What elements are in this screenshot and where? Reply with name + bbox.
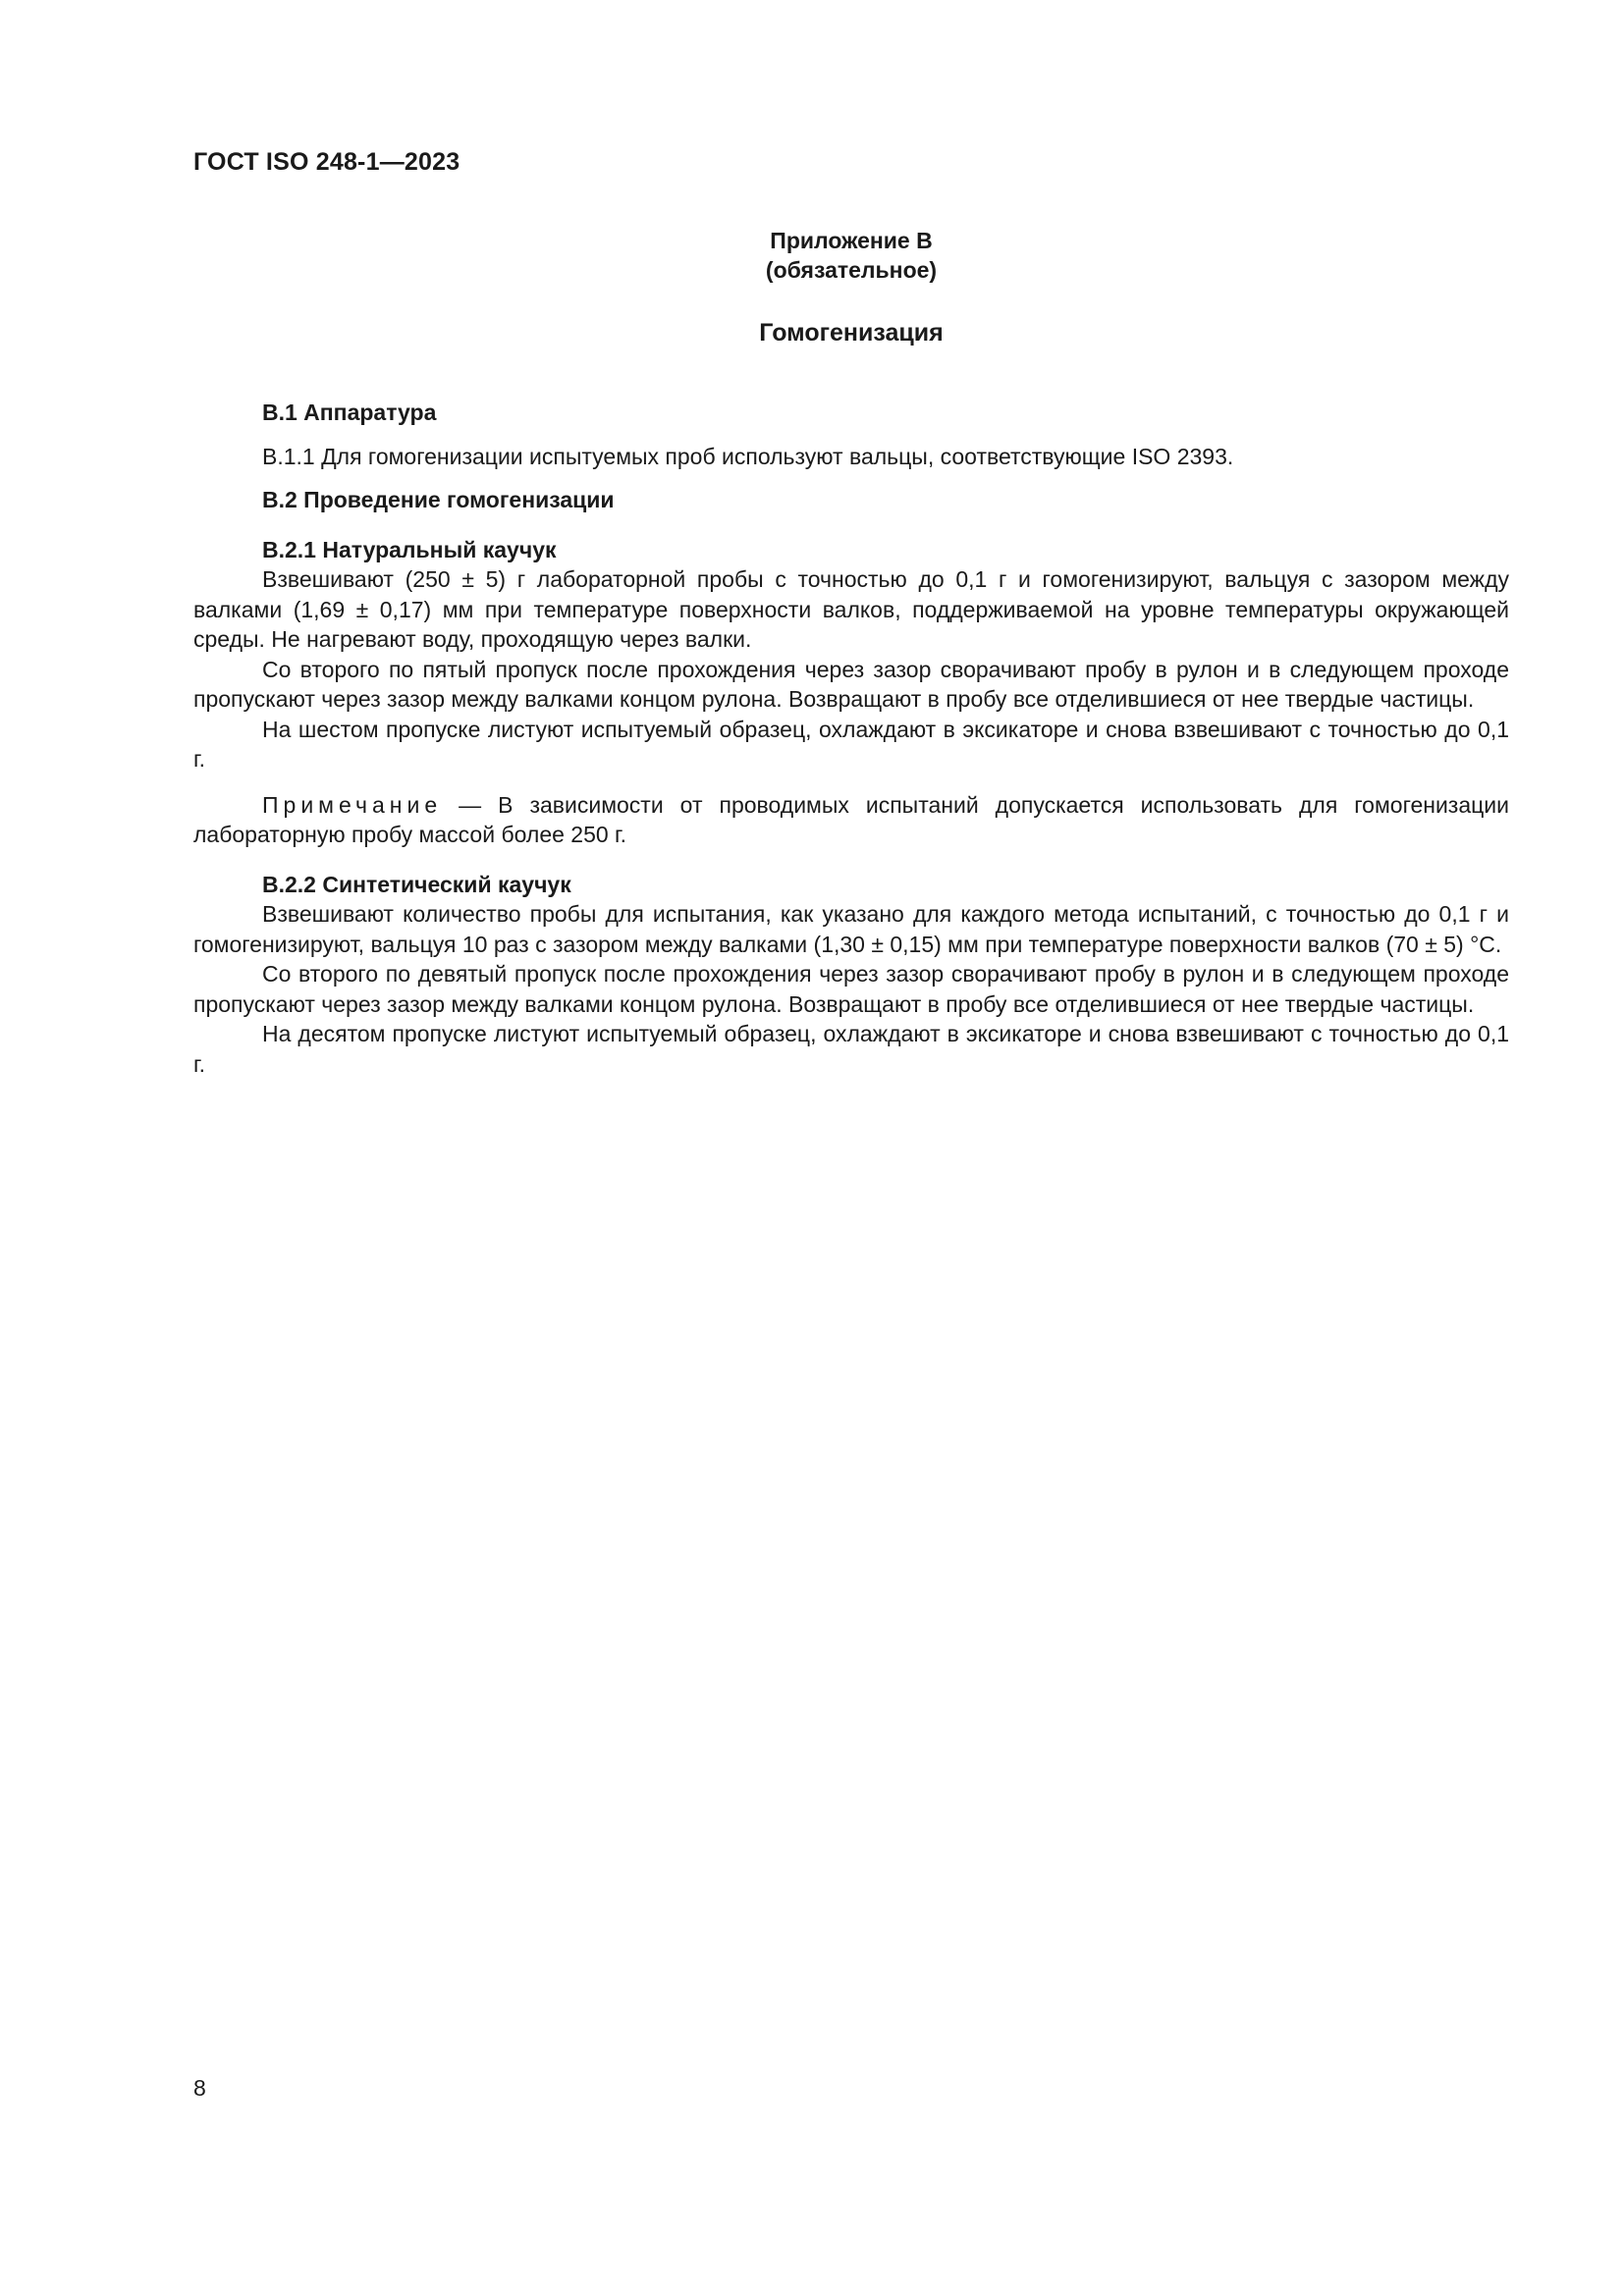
annex-subject: Гомогенизация	[759, 319, 944, 347]
paragraph-b2-2-2: Со второго по девятый пропуск после прохождения через зазор сворачивают пробу в рулон и в следующем проходе пропускают через зазор между валками концом рулона. Возвращают в пробу все отделившиеся от нее твердые частицы.	[193, 961, 1509, 1017]
note-label: Примечание	[262, 791, 443, 818]
paragraph-b2-2-3: На десятом пропуске листуют испытуемый образец, охлаждают в эксикаторе и снова взвешивают с точностью до 0,1 г.	[193, 1021, 1509, 1077]
paragraph-b2-1-3: На шестом пропуске листуют испытуемый образец, охлаждают в эксикаторе и снова взвешивают с точностью до 0,1 г.	[193, 716, 1509, 772]
document-body	[193, 398, 1509, 1079]
section-b2-1-heading: В.2.1 Натуральный каучук	[262, 536, 557, 562]
annex-title: Приложение В	[770, 228, 933, 253]
page-number: 8	[193, 2075, 206, 2101]
note	[193, 790, 1509, 850]
annex-status: (обязательное)	[765, 257, 938, 283]
paragraph-b2-1-2: Со второго по пятый пропуск после прохождения через зазор сворачивают пробу в рулон и в следующем проходе пропускают через зазор между валками концом рулона. Возвращают в пробу все отделившиеся от нее твердые частицы.	[193, 656, 1509, 712]
section-b2-2-heading: В.2.2 Синтетический каучук	[262, 871, 571, 897]
paragraph-b2-1-1: Взвешивают (250 ± 5) г лабораторной пробы с точностью до 0,1 г и гомогенизируют, вальцуя с зазором между валками (1,69 ± 0,17) мм при температуре поверхности валков, поддерживаемой на уровне температуры окружающей среды. Не нагревают воду, проходящую через валки.	[193, 566, 1509, 652]
clause-b1-1: В.1.1 Для гомогенизации испытуемых проб используют вальцы, соответствующие ISO 2393.	[262, 443, 1234, 469]
section-b2-heading: В.2 Проведение гомогенизации	[262, 487, 615, 512]
document-code: ГОСТ ISO 248-1—2023	[193, 148, 460, 176]
note-text: — В зависимости от проводимых испытаний допускается использовать для гомогенизации лабораторную пробу массой более 250 г.	[193, 791, 1509, 847]
paragraph-b2-2-1: Взвешивают количество пробы для испытания, как указано для каждого метода испытаний, с точностью до 0,1 г и гомогенизируют, вальцуя 10 раз с зазором между валками (1,30 ± 0,15) мм при температуре поверхности валков (70 ± 5) °С.	[193, 901, 1509, 957]
section-b1-heading: В.1 Аппаратура	[262, 400, 437, 425]
